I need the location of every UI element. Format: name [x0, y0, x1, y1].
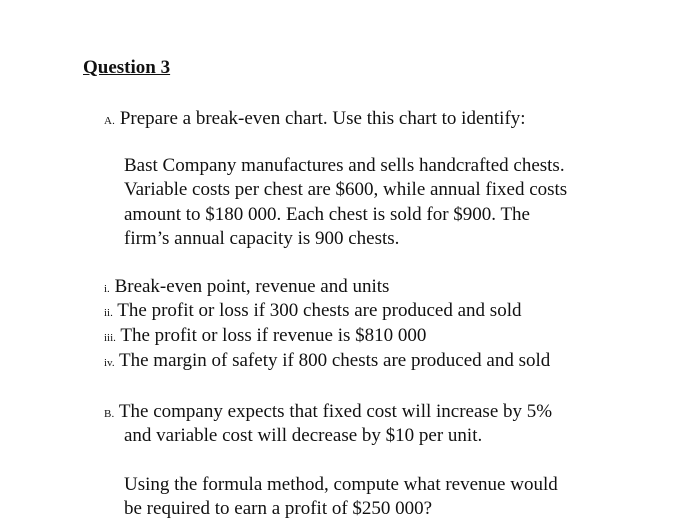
- list-item-marker: iv.: [104, 357, 115, 369]
- part-b-line: and variable cost will decrease by $10 per unit.: [124, 425, 483, 446]
- list-item-marker: iii.: [104, 332, 116, 344]
- part-a-prompt-line: [104, 107, 526, 133]
- list-item: [104, 275, 389, 301]
- question-title: Question 3: [83, 57, 171, 78]
- list-item-marker: ii.: [104, 307, 113, 319]
- scenario-line: Bast Company manufactures and sells handcrafted chests.: [124, 155, 565, 176]
- part-b-line: [104, 400, 552, 426]
- part-b-question-line: Using the formula method, compute what revenue would: [124, 474, 558, 495]
- part-b-text: The company expects that fixed cost will increase by 5%: [118, 401, 553, 422]
- list-item: [104, 324, 426, 350]
- list-item: [104, 349, 550, 375]
- scenario-line: Variable costs per chest are $600, while annual fixed costs: [124, 179, 568, 200]
- list-item-text: Break-even point, revenue and units: [114, 276, 390, 297]
- scenario-line: firm’s annual capacity is 900 chests.: [124, 228, 400, 249]
- list-item-text: The profit or loss if 300 chests are produced and sold: [117, 300, 522, 321]
- list-item-marker: i.: [104, 283, 110, 295]
- list-item: [104, 299, 521, 325]
- scenario-line: amount to $180 000. Each chest is sold for $900. The: [124, 204, 530, 225]
- list-item-text: The margin of safety if 800 chests are produced and sold: [119, 350, 551, 371]
- list-item-text: The profit or loss if revenue is $810 000: [120, 325, 427, 346]
- part-a-marker: A.: [104, 115, 116, 127]
- part-a-prompt: Prepare a break-even chart. Use this chart to identify:: [119, 108, 526, 129]
- part-b-question-line: be required to earn a profit of $250 000?: [124, 498, 433, 519]
- part-b-marker: B.: [104, 408, 115, 420]
